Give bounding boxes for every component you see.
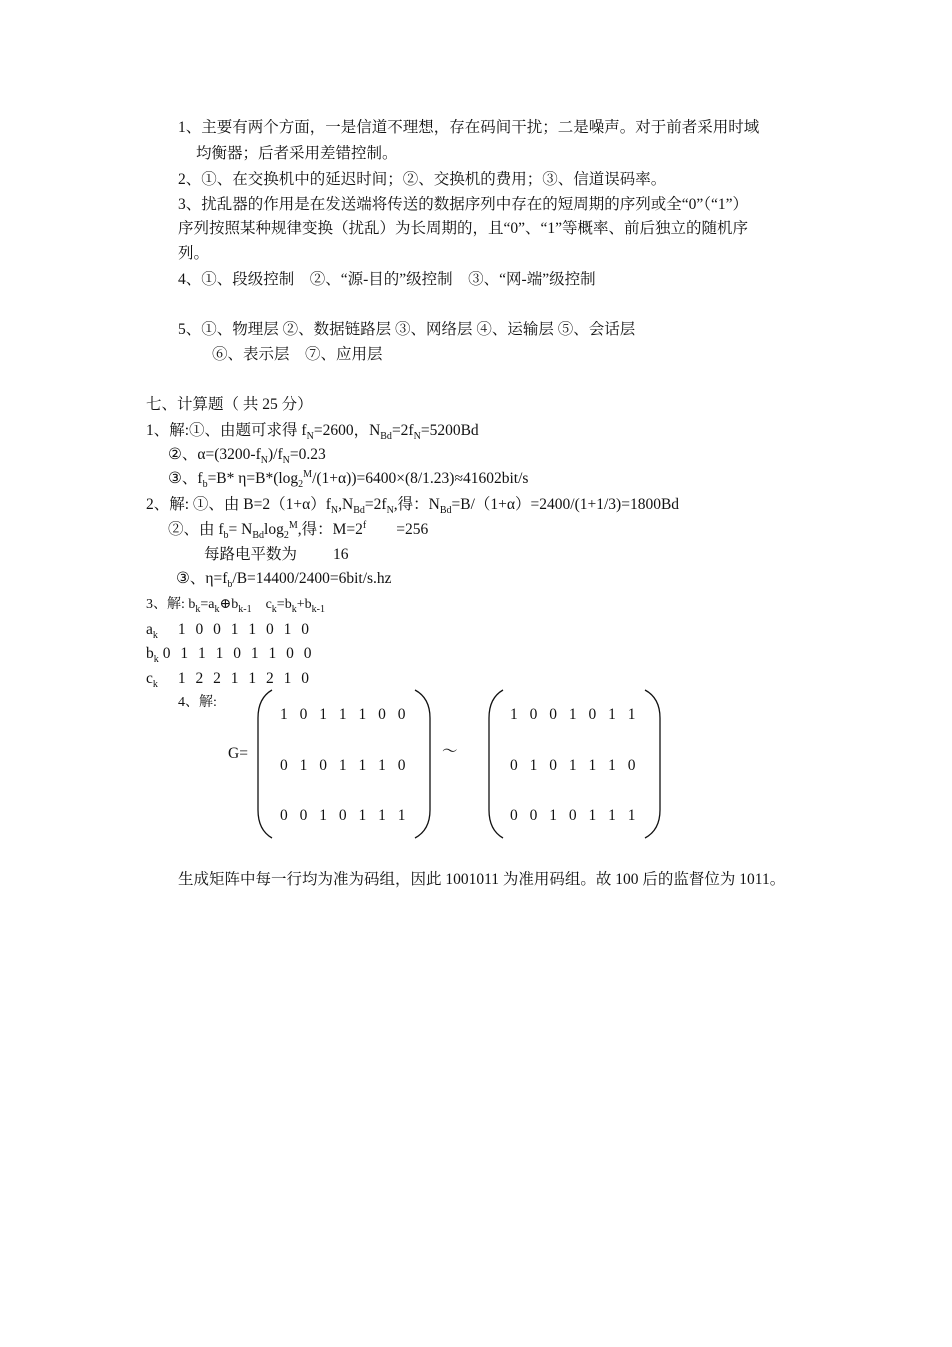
answer-3-line-1: 3、扰乱器的作用是在发送端将传送的数据序列中存在的短周期的序列或全“0”（“1”） — [178, 196, 749, 213]
left-matrix-row-3: 0 0 1 0 1 1 1 — [280, 807, 410, 824]
right-matrix-close-bracket — [642, 688, 664, 840]
section-7-title: 七、计算题（ 共 25 分） — [146, 396, 313, 413]
calc-3-header: 3、解: $b_k=a_k\oplus b_{k-1}$ $c_k=b_k+b_{k-1}$ — [146, 597, 325, 615]
sequence-ck: $c_k$ 1 2 2 1 1 2 1 0 — [146, 670, 313, 691]
answer-3-line-2: 序列按照某种规律变换（扰乱）为长周期的，且“0”、“1”等概率、前后独立的随机序 — [178, 220, 749, 237]
equivalence-tilde: ～ — [442, 743, 458, 760]
calc-2-step-3: ③、$\eta=f_b/B=14400/2400=6bit/s.hz$ — [176, 570, 392, 591]
left-matrix-open-bracket — [255, 688, 275, 840]
calc-4-conclusion: 生成矩阵中每一行均为准为码组，因此 1001011 为准用码组。故 100 后的监督位为 1011。 — [178, 871, 786, 888]
answer-4: 4、①、段级控制 ②、“源-目的”级控制 ③、“网-端”级控制 — [178, 271, 596, 288]
right-matrix-row-3: 0 0 1 0 1 1 1 — [510, 807, 640, 824]
answer-1-line-1: 1、主要有两个方面，一是信道不理想，存在码间干扰；二是噪声。对于前者采用时域 — [178, 119, 760, 136]
calc-1-step-1: 1、解:①、由题可求得 $f_N=2600$，$N_{Bd}=2f_N=5200Bd$ — [146, 422, 479, 443]
left-matrix-row-2: 0 1 0 1 1 1 0 — [280, 757, 410, 774]
left-matrix-close-bracket — [412, 688, 434, 840]
calc-1-step-3: ③、$f_b=B*$ $\eta=B*(\log_2^M/(1+\alpha))=6400\times(8/1.23)\approx 41602bit/s$ — [168, 468, 529, 491]
calc-2-level-count: 每路电平数为 16 — [204, 546, 349, 563]
right-matrix-row-2: 0 1 0 1 1 1 0 — [510, 757, 640, 774]
sequence-ak: $a_k$ 1 0 0 1 1 0 1 0 — [146, 621, 313, 642]
calc-4-label: 4、解: — [178, 695, 217, 710]
left-matrix-row-1: 1 0 1 1 1 0 0 — [280, 706, 410, 723]
calc-2-step-2: ②、由 $f_b= N_{Bd}\log_2^M$,得：$M=2^f =256$ — [168, 519, 429, 542]
calc-2-step-1: 2、解: ①、由 $B=2(1+\alpha)f_N,N_{Bd}=2f_N$,得：$N_{Bd}=B/(1+\alpha)=2400/(1+1/3)=1800Bd$ — [146, 496, 680, 517]
sequence-bk: $b_k$ 0 1 1 1 0 1 1 0 0 — [146, 645, 315, 666]
answer-5-line-2: ⑥、表示层 ⑦、应用层 — [212, 346, 383, 363]
right-matrix-row-1: 1 0 0 1 0 1 1 — [510, 706, 640, 723]
matrix-g-label: G= — [228, 745, 248, 762]
answer-3-line-3: 列。 — [178, 245, 210, 262]
answer-2: 2、①、在交换机中的延迟时间；②、交换机的费用；③、信道误码率。 — [178, 171, 667, 188]
calc-1-step-2: ②、$\alpha=(3200-f_N)/f_N=0.23$ — [168, 446, 326, 467]
right-matrix-open-bracket — [486, 688, 506, 840]
answer-5-line-1: 5、①、物理层 ②、数据链路层 ③、网络层 ④、运输层 ⑤、会话层 — [178, 321, 636, 338]
answer-1-line-2: 均衡器；后者采用差错控制。 — [196, 145, 398, 162]
